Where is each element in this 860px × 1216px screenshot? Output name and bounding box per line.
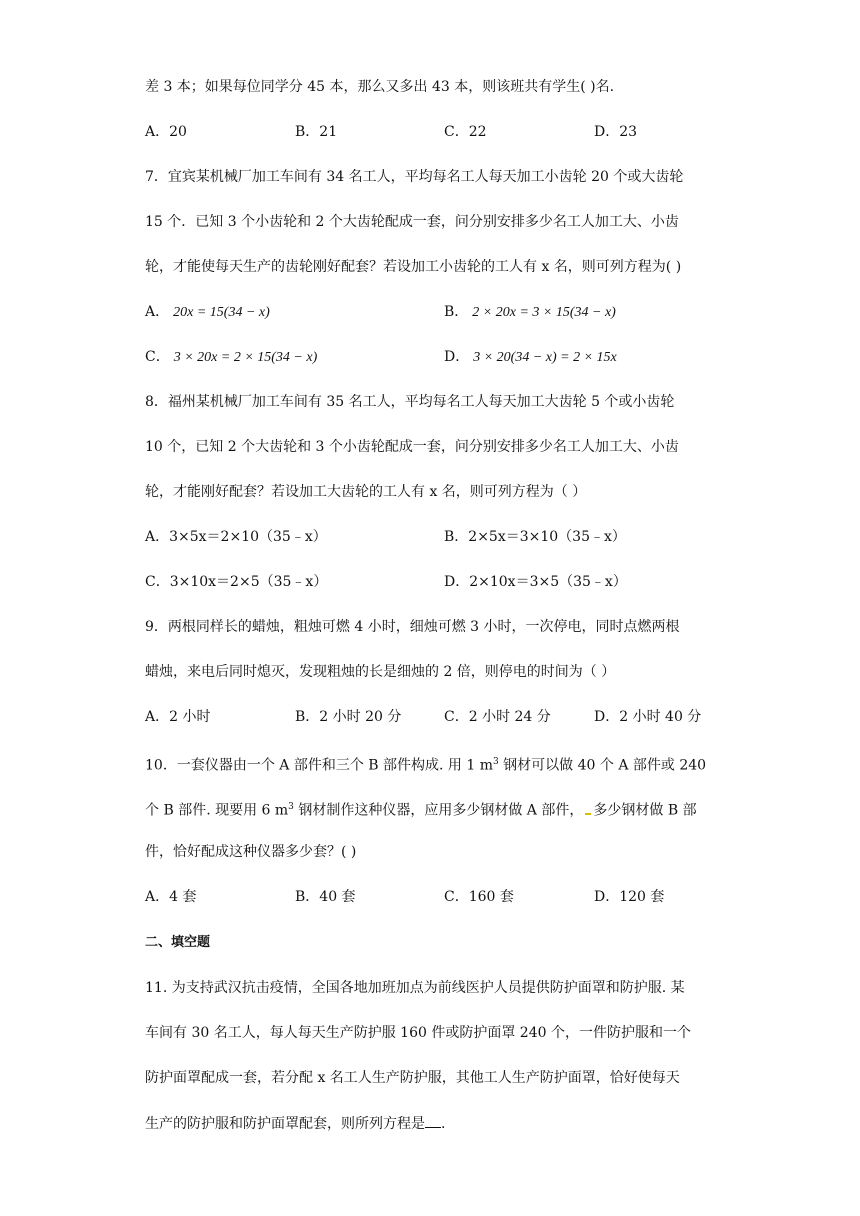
q6-option-d: D．23 (594, 124, 638, 140)
q6-option-a: A．20 (145, 124, 187, 140)
q7-option-c-letter: C． (145, 349, 170, 365)
q10-stem-line-3: 件，恰好配成这种仪器多少套？( ) (145, 844, 357, 860)
q9-option-b: B．2 小时 20 分 (295, 709, 402, 725)
q9-stem-line-1: 9．两根同样长的蜡烛，粗烛可燃 4 小时，细烛可燃 3 小时，一次停电，同时点燃两根 (145, 619, 680, 635)
q9-option-d: D．2 小时 40 分 (594, 709, 702, 725)
q6-stem-line: 差 3 本；如果每位同学分 45 本，那么又多出 43 本，则该班共有学生( )名. (145, 79, 615, 95)
q10-option-b: B．40 套 (295, 889, 356, 905)
q8-option-c: C．3×10x＝2×5（35﹣x） (145, 574, 328, 590)
q10-line-2-part-b: 钢材制作这种仪器，应用多少钢材做 A 部件， (293, 802, 584, 819)
section-heading-fill-in: 二、填空题 (145, 935, 211, 950)
q7-option-c (145, 347, 317, 368)
q7-option-b-letter: B． (444, 304, 469, 320)
q11-stem-line-3: 防护面罩配成一套，若分配 x 名工人生产防护服，其他工人生产防护面罩，恰好使每天 (145, 1070, 680, 1086)
q10-line-2-part-c: 多少钢材做 B 部 (593, 802, 697, 819)
q8-stem-line-3: 轮，才能刚好配套？若设加工大齿轮的工人有 x 名，则可列方程为（ ） (145, 484, 587, 500)
q9-option-a: A．2 小时 (145, 709, 211, 725)
q7-option-a (145, 302, 270, 323)
q11-line-4-end: . (441, 1116, 446, 1132)
q10-option-a: A．4 套 (145, 889, 197, 905)
q10-option-d: D．120 套 (594, 889, 665, 905)
q11-stem-line-1: 11. 为支持武汉抗击疫情，全国各地加班加点为前线医护人员提供防护面罩和防护服. 某 (145, 980, 685, 996)
q7-option-c-expr: 3 × 20x = 2 × 15(34 − x) (173, 350, 318, 365)
q8-option-d: D．2×10x＝3×5（35﹣x） (444, 574, 627, 590)
q7-stem-line-1: 7．宜宾某机械厂加工车间有 34 名工人，平均每名工人每天加工小齿轮 20 个或大齿轮 (145, 169, 684, 185)
q7-option-a-expr: 20x = 15(34 − x) (173, 305, 270, 320)
q7-option-d-expr: 3 × 20(34 − x) = 2 × 15x (473, 350, 617, 365)
q10-line-1-part-a: 10．一套仪器由一个 A 部件和三个 B 部件构成. 用 1 m (145, 757, 493, 774)
cubic-superscript: 3 (493, 757, 499, 767)
q8-option-b: B．2×5x＝3×10（35﹣x） (444, 529, 626, 545)
q7-stem-line-2: 15 个．已知 3 个小齿轮和 2 个大齿轮配成一套，问分别安排多少名工人加工大、小齿 (145, 214, 679, 230)
q10-line-2-part-a: 个 B 部件. 现要用 6 m (145, 802, 289, 819)
q11-stem-line-2: 车间有 30 名工人，每人每天生产防护服 160 件或防护面罩 240 个，一件防护服和一个 (145, 1025, 691, 1041)
q8-stem-line-2: 10 个，已知 2 个大齿轮和 3 个小齿轮配成一套，问分别安排多少名工人加工大、小齿 (145, 439, 679, 455)
q10-line-1-part-b: 钢材可以做 40 个 A 部件或 240 (498, 757, 707, 774)
q7-option-a-letter: A． (145, 304, 170, 320)
q10-stem-line-1 (145, 752, 706, 776)
q7-stem-line-3: 轮，才能使每天生产的齿轮刚好配套？若设加工小齿轮的工人有 x 名，则可列方程为( ) (145, 259, 682, 275)
q7-option-d-letter: D． (444, 349, 470, 365)
q10-option-c: C．160 套 (444, 889, 514, 905)
q6-option-b: B．21 (295, 124, 338, 140)
q10-stem-line-2 (145, 797, 697, 821)
q7-option-b (444, 302, 616, 323)
q11-line-4-text: 生产的防护服和防护面罩配套，则所列方程是 (145, 1116, 425, 1132)
q11-stem-line-4 (145, 1113, 445, 1134)
q9-option-c: C．2 小时 24 分 (444, 709, 551, 725)
cubic-superscript: 3 (288, 802, 294, 812)
answer-blank (425, 1113, 441, 1128)
q8-stem-line-1: 8．福州某机械厂加工车间有 35 名工人，平均每名工人每天加工大齿轮 5 个或小齿轮 (145, 394, 675, 410)
q7-option-d (444, 347, 617, 368)
q9-stem-line-2: 蜡烛，来电后同时熄灭，发现粗烛的长是细烛的 2 倍，则停电的时间为（ ） (145, 664, 616, 680)
q6-option-c: C．22 (444, 124, 487, 140)
q8-option-a: A．3×5x＝2×10（35﹣x） (145, 529, 327, 545)
q7-option-b-expr: 2 × 20x = 3 × 15(34 − x) (472, 305, 616, 320)
highlight-mark (585, 803, 591, 815)
